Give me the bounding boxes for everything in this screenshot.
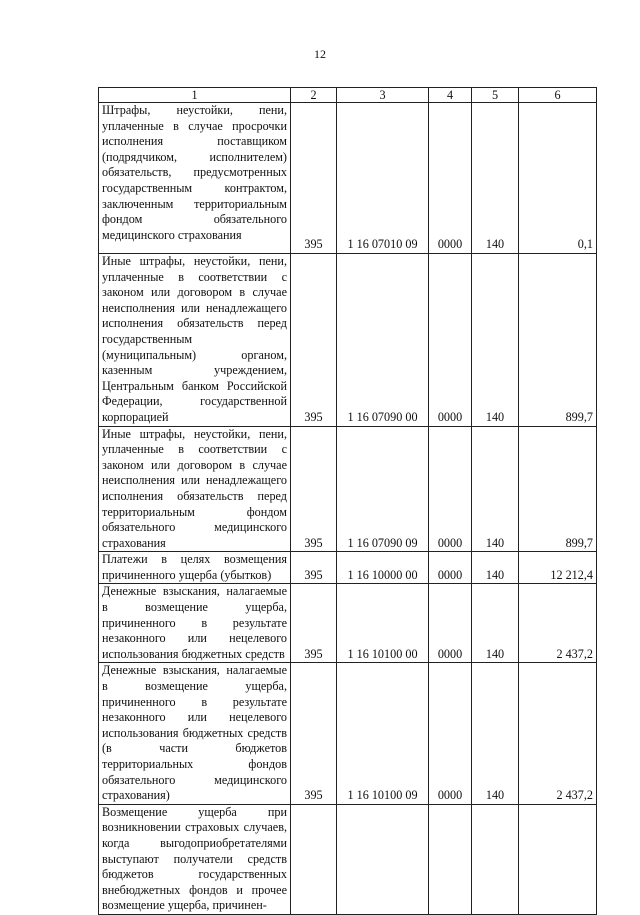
table-row [99,254,597,427]
column-header-6: 6 [519,88,597,103]
row-name: Платежи в целях возмещения причиненного ущерба (убытков) [99,552,291,584]
row-kbk-code: 1 16 07010 09 [337,103,429,254]
row-admin-code [291,804,337,914]
column-header-2: 2 [291,88,337,103]
row-kind-code: 140 [472,584,519,663]
row-kind-code: 140 [472,552,519,584]
row-program-code: 0000 [429,663,472,804]
row-kind-code [472,804,519,914]
row-kbk-code: 1 16 10000 00 [337,552,429,584]
budget-revenue-table [98,87,597,915]
row-admin-code: 395 [291,426,337,552]
row-kbk-code: 1 16 07090 09 [337,426,429,552]
column-header-5: 5 [472,88,519,103]
column-header-4: 4 [429,88,472,103]
row-name: Иные штрафы, неустойки, пени, уплаченные в соответствии с законом или договором в случае неисполнения или ненадлежащего исполнения обязательств перед территориальным фондом обязательного медицинского страхования [99,426,291,552]
row-kbk-code: 1 16 07090 00 [337,254,429,427]
row-admin-code: 395 [291,103,337,254]
row-amount: 2 437,2 [519,663,597,804]
row-kind-code: 140 [472,663,519,804]
row-kbk-code [337,804,429,914]
row-name: Иные штрафы, неустойки, пени, уплаченные в соответствии с законом или договором в случае неисполнения или ненадлежащего исполнения обязательств перед государственным (муниципальным) органом, казенным учреждением, Центральным банком Российской Федерации, государственной корпорацией [99,254,291,427]
row-program-code: 0000 [429,552,472,584]
row-admin-code: 395 [291,584,337,663]
table-row [99,804,597,914]
row-name: Денежные взыскания, налагаемые в возмещение ущерба, причиненного в результате незаконного или нецелевого использования бюджетных средств (в части бюджетов территориальных фондов обязательного медицинского страхования) [99,663,291,804]
row-amount [519,804,597,914]
row-name: Возмещение ущерба при возникновении страховых случаев, когда выгодоприобретателями выступают получатели средств бюджетов государственных внебюджетных фондов и прочее возмещение ущерба, причинен- [99,804,291,914]
row-admin-code: 395 [291,254,337,427]
row-kbk-code: 1 16 10100 09 [337,663,429,804]
column-header-1: 1 [99,88,291,103]
row-program-code: 0000 [429,254,472,427]
row-admin-code: 395 [291,663,337,804]
row-amount: 12 212,4 [519,552,597,584]
table-row [99,552,597,584]
row-amount: 899,7 [519,426,597,552]
column-header-3: 3 [337,88,429,103]
row-kind-code: 140 [472,103,519,254]
row-kind-code: 140 [472,254,519,427]
row-kind-code: 140 [472,426,519,552]
row-name: Штрафы, неустойки, пени, уплаченные в случае просрочки исполнения поставщиком (подрядчиком, исполнителем) обязательств, предусмотренных государственным контрактом, заключенным территориальным фондом обязательного медицинского страхования [99,103,291,254]
page-number: 12 [314,47,326,61]
row-program-code: 0000 [429,426,472,552]
table-row [99,426,597,552]
table-row [99,584,597,663]
table-header-row [99,88,597,103]
row-name: Денежные взыскания, налагаемые в возмещение ущерба, причиненного в результате незаконного или нецелевого использования бюджетных средств [99,584,291,663]
table-row [99,103,597,254]
row-amount: 0,1 [519,103,597,254]
row-program-code: 0000 [429,584,472,663]
row-amount: 899,7 [519,254,597,427]
row-program-code [429,804,472,914]
row-admin-code: 395 [291,552,337,584]
row-amount: 2 437,2 [519,584,597,663]
table-row [99,663,597,804]
row-kbk-code: 1 16 10100 00 [337,584,429,663]
row-program-code: 0000 [429,103,472,254]
